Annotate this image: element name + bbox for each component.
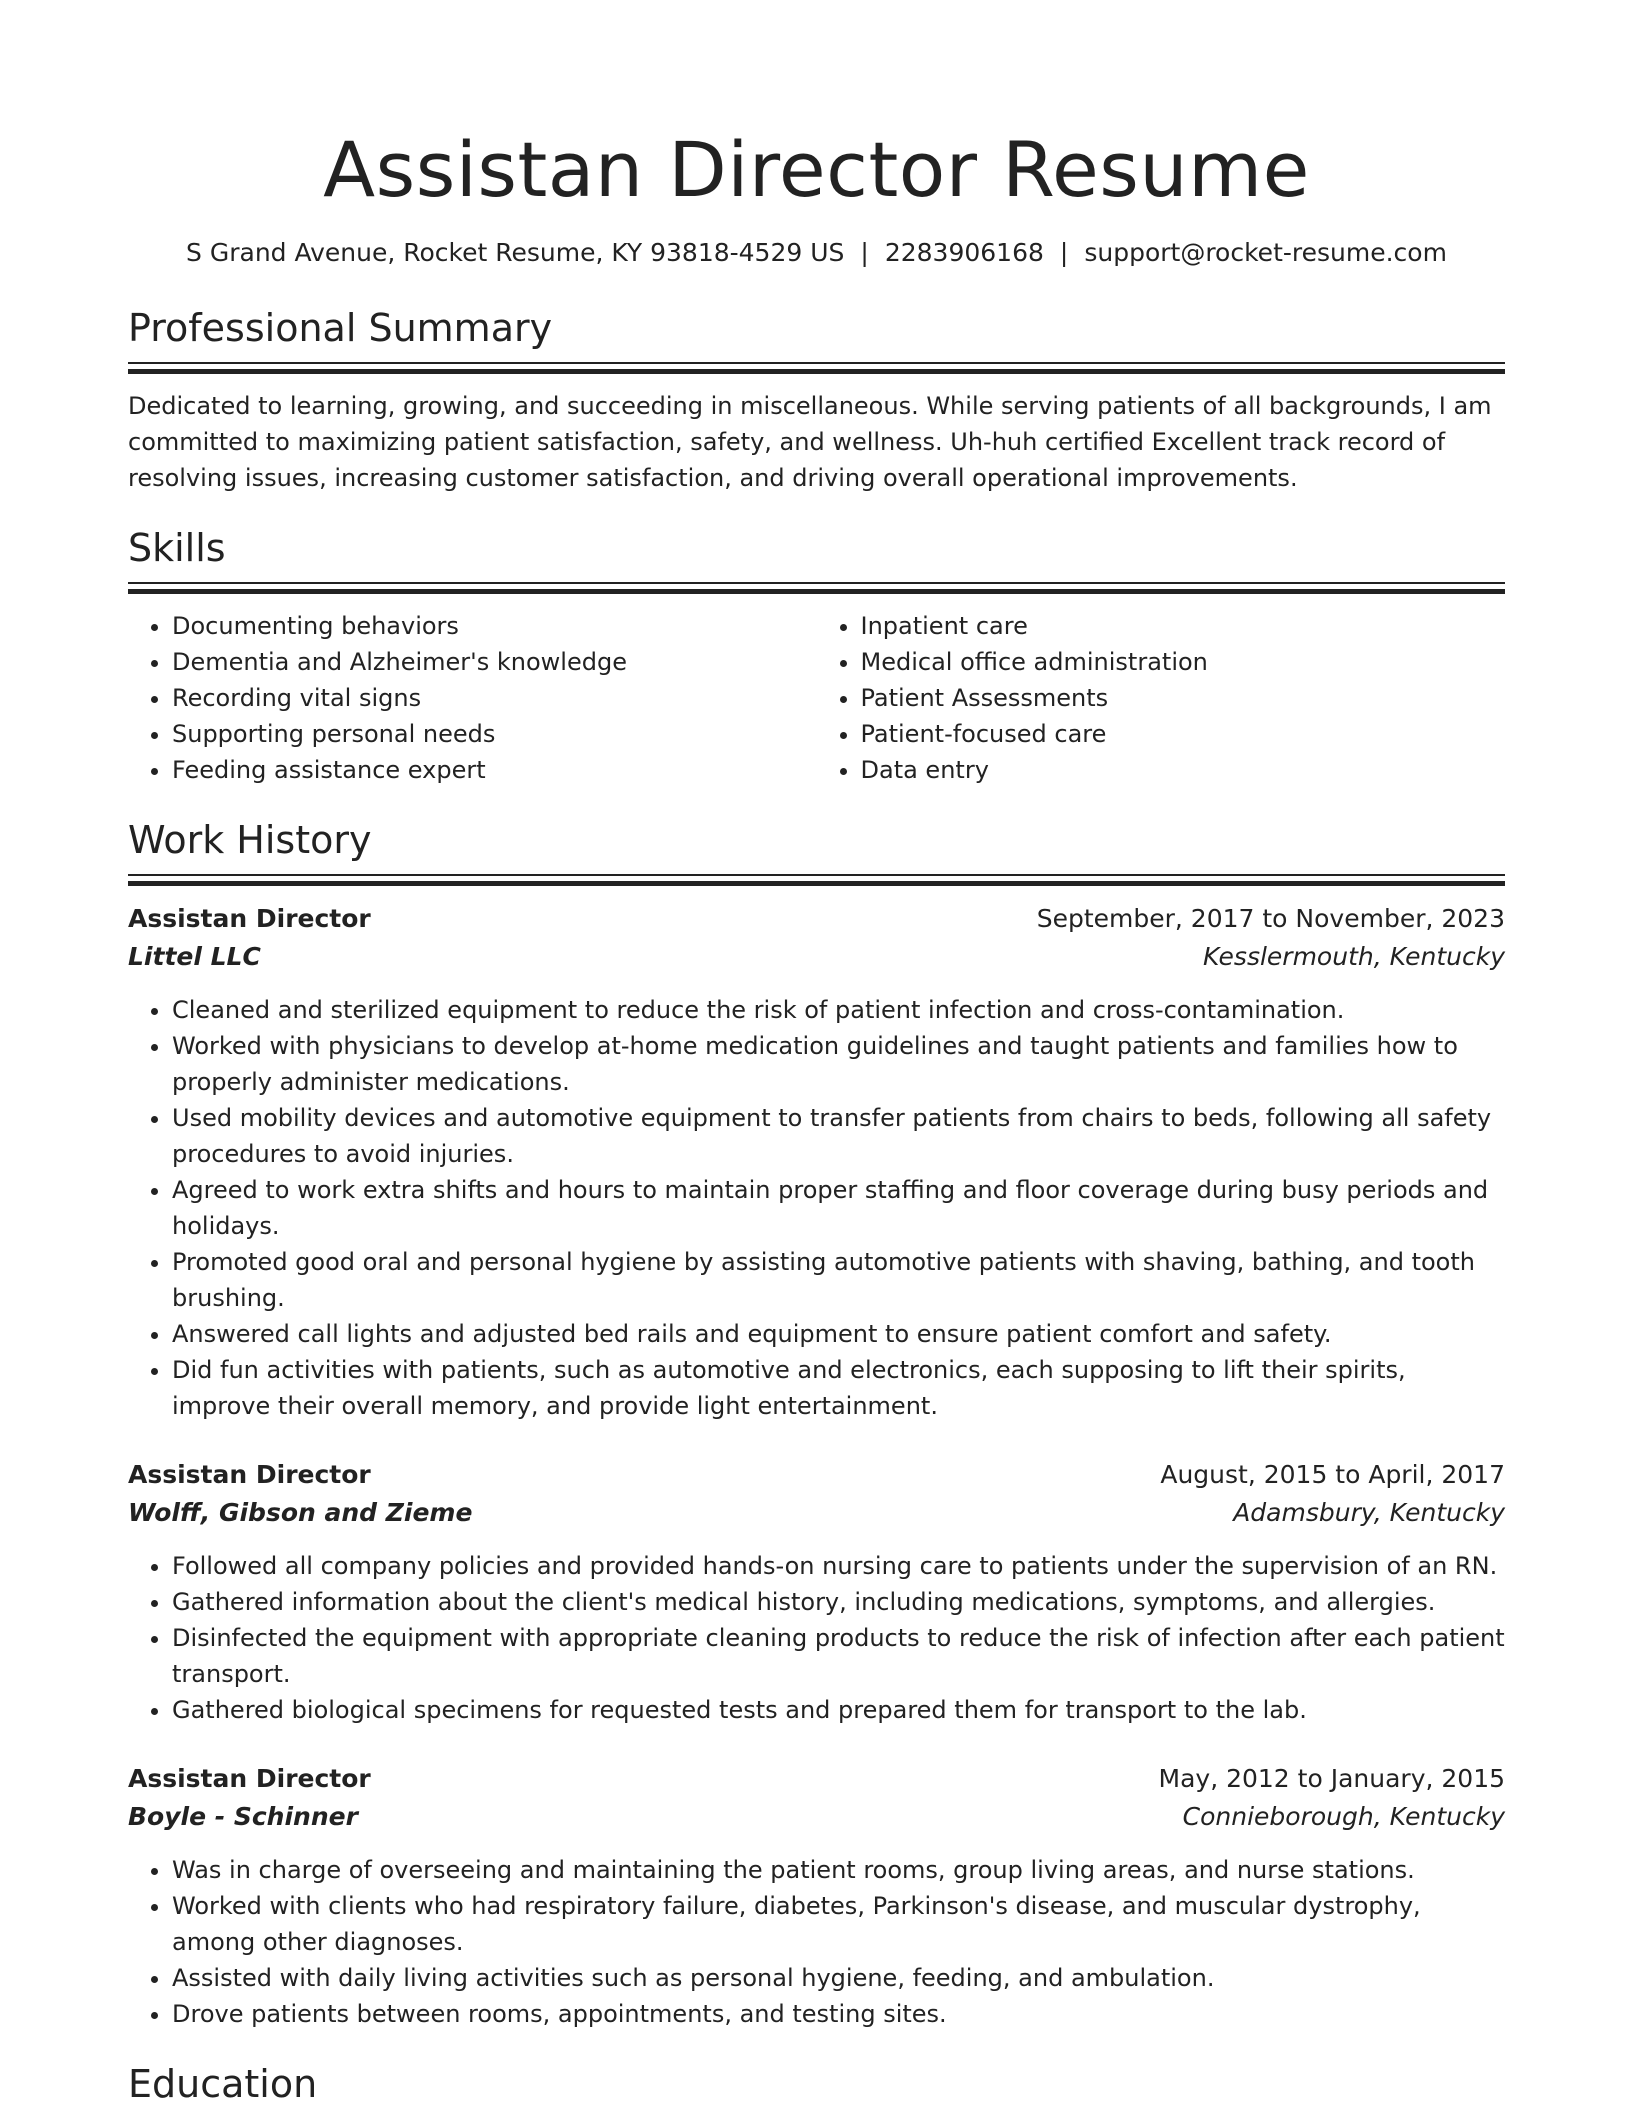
contact-line [128, 236, 1505, 270]
job-bullet: • Worked with clients who had respiratory failure, diabetes, Parkinson's disease, and muscular dystrophy, among other diagnoses. [172, 1888, 1505, 1960]
job-bullet: • Used mobility devices and automotive equipment to transfer patients from chairs to beds, following all safety procedures to avoid injuries. [172, 1100, 1505, 1172]
contact-address: S Grand Avenue, Rocket Resume, KY 93818-4529 US [186, 238, 845, 267]
skill-item: • Documenting behaviors [172, 608, 817, 644]
skills-columns [128, 608, 1505, 788]
job-location: Connieborough, Kentucky [1182, 1802, 1505, 1831]
job-dates: May, 2012 to January, 2015 [1158, 1764, 1505, 1793]
job-entry [128, 900, 1505, 1424]
skills-section [128, 524, 1505, 788]
job-subheader [128, 938, 1505, 976]
section-divider [128, 582, 1505, 594]
resume-page [128, 0, 1505, 2108]
job-company: Wolff, Gibson and Zieme [128, 1498, 473, 1527]
job-bullets [128, 1548, 1505, 1728]
skill-item: • Medical office administration [861, 644, 1506, 680]
job-subheader [128, 1494, 1505, 1532]
summary-section [128, 304, 1505, 496]
skill-item: • Inpatient care [861, 608, 1506, 644]
job-header [128, 1760, 1505, 1798]
contact-separator: | [1059, 238, 1069, 267]
work-history-section [128, 816, 1505, 2032]
job-dates: September, 2017 to November, 2023 [1036, 904, 1505, 933]
job-title: Assistan Director [128, 1764, 371, 1793]
skill-item: • Data entry [861, 752, 1506, 788]
job-entry [128, 1456, 1505, 1728]
contact-phone: 2283906168 [884, 238, 1044, 267]
section-divider [128, 362, 1505, 374]
job-title: Assistan Director [128, 1460, 371, 1489]
summary-text: Dedicated to learning, growing, and succeeding in miscellaneous. While serving patients of all backgrounds, I am committed to maximizing patient satisfaction, safety, and wellness. Uh-huh certified Excellent track record of resolving issues, increasing customer satisfaction, and driving overall operational improvements. [128, 392, 1492, 492]
job-company: Boyle - Schinner [128, 1802, 358, 1831]
job-bullet: • Followed all company policies and provided hands-on nursing care to patients under the supervision of an RN. [172, 1548, 1505, 1584]
job-bullet: • Cleaned and sterilized equipment to reduce the risk of patient infection and cross-contamination. [172, 992, 1505, 1028]
job-bullet: • Agreed to work extra shifts and hours to maintain proper staffing and floor coverage during busy periods and holidays. [172, 1172, 1505, 1244]
job-company: Littel LLC [128, 942, 261, 971]
contact-separator: | [860, 238, 869, 267]
job-dates: August, 2015 to April, 2017 [1160, 1460, 1505, 1489]
job-bullets [128, 1852, 1505, 2032]
job-header [128, 900, 1505, 938]
job-bullet: • Did fun activities with patients, such as automotive and electronics, each supposing to lift their spirits, improve their overall memory, and provide light entertainment. [172, 1352, 1505, 1424]
resume-name: Assistan Director Resume [323, 125, 1310, 214]
job-bullet: • Gathered biological specimens for requested tests and prepared them for transport to the lab. [172, 1692, 1505, 1728]
job-bullet: • Assisted with daily living activities such as personal hygiene, feeding, and ambulation. [172, 1960, 1505, 1996]
skills-heading: Skills [128, 526, 226, 570]
job-location: Adamsbury, Kentucky [1233, 1498, 1505, 1527]
job-bullet: • Promoted good oral and personal hygiene by assisting automotive patients with shaving, bathing, and tooth brushing. [172, 1244, 1505, 1316]
job-bullet: • Gathered information about the client's medical history, including medications, symptoms, and allergies. [172, 1584, 1505, 1620]
skill-item: • Feeding assistance expert [172, 752, 817, 788]
skill-item: • Patient Assessments [861, 680, 1506, 716]
job-subheader [128, 1798, 1505, 1836]
job-bullet: • Answered call lights and adjusted bed rails and equipment to ensure patient comfort and safety. [172, 1316, 1505, 1352]
education-heading: Education [128, 2062, 318, 2106]
summary-heading: Professional Summary [128, 306, 553, 350]
job-location: Kesslermouth, Kentucky [1203, 942, 1505, 971]
skill-item: • Patient-focused care [861, 716, 1506, 752]
skill-item: • Recording vital signs [172, 680, 817, 716]
job-bullet: • Was in charge of overseeing and maintaining the patient rooms, group living areas, and nurse stations. [172, 1852, 1505, 1888]
education-section [128, 2060, 1505, 2108]
job-title: Assistan Director [128, 904, 371, 933]
job-bullet: • Drove patients between rooms, appointments, and testing sites. [172, 1996, 1505, 2032]
job-bullet: • Disinfected the equipment with appropriate cleaning products to reduce the risk of infection after each patient transport. [172, 1620, 1505, 1692]
section-divider [128, 874, 1505, 886]
skills-list-right [817, 608, 1506, 788]
job-bullets [128, 992, 1505, 1424]
job-entry [128, 1760, 1505, 2032]
work-history-heading: Work History [128, 818, 372, 862]
skill-item: • Supporting personal needs [172, 716, 817, 752]
skills-list-left [128, 608, 817, 788]
job-header [128, 1456, 1505, 1494]
skill-item: • Dementia and Alzheimer's knowledge [172, 644, 817, 680]
job-bullet: • Worked with physicians to develop at-home medication guidelines and taught patients and families how to properly administer medications. [172, 1028, 1505, 1100]
contact-email: support@rocket-resume.com [1084, 238, 1447, 267]
